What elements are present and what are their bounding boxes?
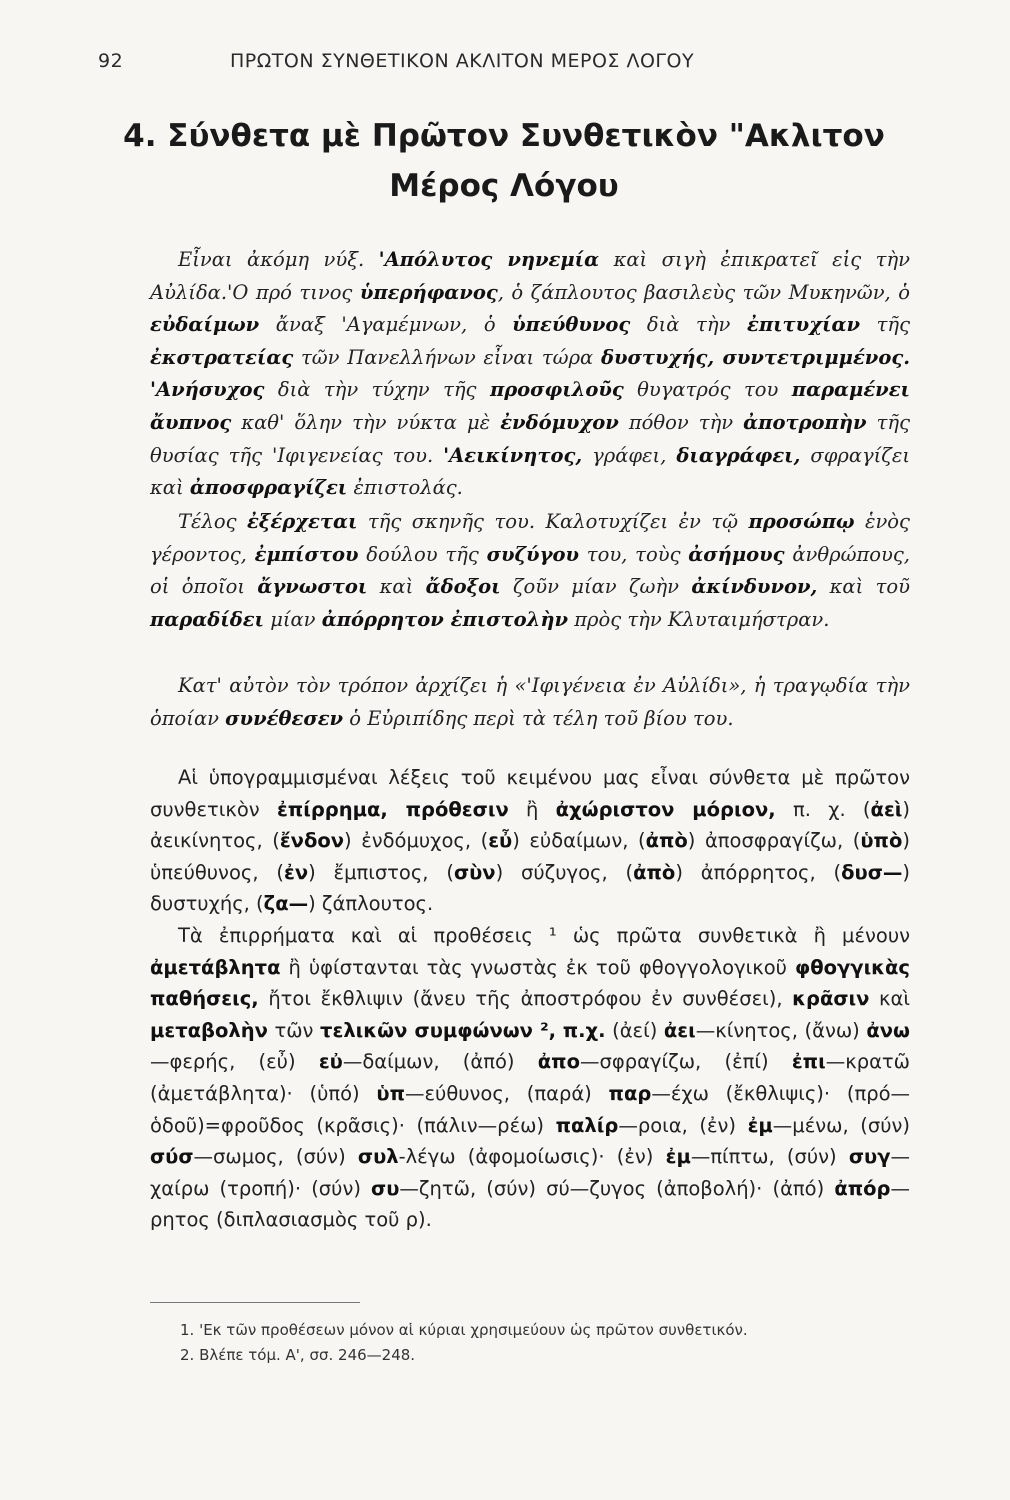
passage-paragraph-1 (150, 244, 910, 505)
text-run: καὶ τοῦ (817, 575, 910, 599)
text-run: —σφραγίζω, (ἐπί) (580, 1050, 792, 1074)
emphasized-word: ἐπι (791, 1050, 826, 1074)
emphasized-word: παρ (608, 1081, 652, 1105)
emphasized-word: μεταβολὴν (150, 1018, 268, 1042)
text-run: ἀνθρώπους, οἱ ὁποῖοι (150, 542, 911, 599)
emphasized-word: ἄδοξοι (425, 575, 501, 599)
passage-text (150, 244, 910, 505)
text-run: —ρητος (διπλασιασμὸς τοῦ ρ). (150, 1176, 910, 1232)
text-run: ) ἀποσφραγίζω, ( (687, 829, 861, 853)
emphasized-word: ἐμ (747, 1113, 773, 1137)
text-run: διὰ τὴν (630, 313, 747, 337)
footnote-divider (150, 1302, 360, 1303)
section-title-line-2: Μέρος Λόγου (389, 168, 619, 204)
text-run: μίαν (264, 607, 322, 631)
text-run: Εἶναι ἀκόμη νύξ. (178, 248, 379, 271)
emphasized-word: 'Αεικίνητος, (443, 443, 583, 467)
emphasized-word: ἀνω (866, 1018, 911, 1042)
emphasized-word: ζα— (263, 892, 309, 916)
emphasized-word: ἀει (663, 1018, 696, 1042)
text-run: ἑνὸς γέροντος, (150, 510, 910, 566)
running-title: ΠΡΩΤΟΝ ΣΥΝΘΕΤΙΚΟΝ ΑΚΛΙΤΟΝ ΜΕΡΟΣ ΛΟΓΟΥ (230, 50, 695, 72)
emphasized-word: εὐ (318, 1050, 343, 1074)
emphasized-word: τελικῶν συμφώνων ², (320, 1018, 557, 1042)
text-run (556, 1019, 563, 1042)
emphasized-word: ὑπεύθυνος (512, 313, 631, 337)
emphasized-word: π.χ. (562, 1018, 606, 1042)
text-run: γράφει, (582, 443, 677, 467)
text-run: Τὰ ἐπιρρήματα καὶ αἱ προθέσεις ¹ ὡς πρῶτα συνθετικὰ ἢ μένουν (178, 924, 910, 947)
text-run: Κατ' αὐτὸν τὸν τρόπον ἀρχίζει ἡ «'Ιφιγένεια ἐν Αὐλίδι», ἡ τραγῳδία τὴν ὁποίαν (150, 674, 910, 730)
text-run: Αἱ ὑπογραμμισμέναι λέξεις τοῦ κειμένου μας εἶναι σύνθετα μὲ πρῶτον συνθετικὸν (150, 766, 910, 821)
text-run: ) ὑπεύθυνος, ( (150, 829, 910, 884)
emphasized-word: δυσ— (841, 860, 903, 884)
emphasized-word: ἀποτροπὴν (743, 410, 867, 434)
passage-text (150, 506, 910, 636)
text-run: —ροια, (ἐν) (618, 1113, 748, 1137)
text-run: τῆς θυσίας τῆς 'Ιφιγενείας του. (150, 410, 910, 467)
emphasized-word: εὐδαίμων (150, 313, 260, 337)
emphasized-word: παραμένει ἄυπνος (150, 378, 910, 434)
footnote-1: 1. 'Εκ τῶν προθέσεων μόνον αἱ κύριαι χρησιμεύουν ὡς πρῶτον συνθετικόν. (180, 1321, 748, 1339)
text-run: θυγατρός του (623, 378, 792, 402)
text-run: τῆς σκηνῆς του. Καλοτυχίζει ἐν τῷ (357, 510, 749, 533)
text-run: π. χ. ( (775, 797, 871, 821)
text-run: πρὸς τὴν Κλυταιμήστραν. (568, 607, 830, 631)
emphasized-word: φθογγικὰς παθήσεις, (150, 955, 910, 1011)
text-run: ἄναξ 'Αγαμέμνων, ὁ (259, 313, 513, 337)
text-run: ἐπιστολάς. (347, 476, 463, 500)
explanation-text (150, 920, 910, 1236)
emphasized-word: ἀπὸ (633, 860, 676, 884)
text-run: -λέγω (ἀφομοίωσις)· (ἐν) (398, 1145, 666, 1169)
text-run: (ἀεί) (605, 1018, 664, 1042)
text-run: —σωμος, (σύν) (193, 1145, 358, 1169)
passage-paragraph-3 (150, 670, 910, 735)
text-run: —χαίρω (τροπή)· (σύν) (150, 1145, 910, 1200)
text-run: καὶ (869, 987, 910, 1011)
emphasized-word: ἄγνωστοι (257, 575, 368, 599)
emphasized-word: σὺν (453, 860, 496, 884)
text-run: τῆς (860, 313, 910, 337)
emphasized-word: σύσ (150, 1145, 194, 1169)
emphasized-word: ἀσήμους (688, 542, 785, 566)
text-run: ) ἔμπιστος, ( (308, 860, 454, 884)
emphasized-word: ἀμετάβλητα (150, 955, 281, 979)
text-run: πόθον τὴν (618, 410, 744, 434)
text-run: τῶν (267, 1018, 321, 1042)
emphasized-word: 'Ανήσυχος (150, 378, 265, 402)
page-number: 92 (98, 50, 124, 72)
footnote-2: 2. Βλέπε τόμ. Α', σσ. 246—248. (180, 1346, 416, 1364)
emphasized-word: εὖ (488, 829, 513, 853)
text-run: δούλου τῆς (358, 542, 487, 566)
emphasized-word: συγ (848, 1145, 891, 1169)
text-run: Τέλος (178, 510, 247, 533)
text-run: , ὁ ζάπλουτος βασιλεὺς τῶν Μυκηνῶν, ὁ (497, 280, 910, 304)
emphasized-word: διαγράφει, (676, 443, 801, 467)
emphasized-word: ἔνδον (279, 829, 345, 853)
emphasized-word: ἀκίνδυνον, (691, 575, 818, 599)
text-run: ) εὐδαίμων, ( (512, 829, 646, 853)
section-title-line-1: 4. Σύνθετα μὲ Πρῶτον Συνθετικὸν "Ακλιτον (123, 118, 885, 154)
text-run: —φερής, (εὖ) (150, 1050, 319, 1074)
emphasized-word: ὑπὸ (860, 829, 903, 853)
text-run: ὁ Εὐριπίδης περὶ τὰ τέλη τοῦ βίου του. (343, 706, 734, 730)
text-run: ) ζάπλουτος. (308, 892, 434, 916)
text-run: —πίπτω, (σύν) (690, 1145, 849, 1169)
emphasized-word: ἀπὸ (645, 829, 688, 853)
emphasized-word: προσώπῳ (748, 510, 855, 533)
text-run: του, τοὺς (579, 542, 689, 566)
emphasized-word: ἀπόρρητον ἐπιστολὴν (321, 607, 569, 631)
emphasized-word: ἐξέρχεται (246, 510, 358, 533)
emphasized-word: ὑπερήφανος (359, 280, 498, 304)
text-run: καθ' ὅλην τὴν νύκτα μὲ (231, 410, 501, 434)
text-run: ἤτοι ἔκθλιψιν (ἄνευ τῆς ἀποστρόφου ἐν συνθέσει), (258, 987, 793, 1011)
text-run: ) ἐνδόμυχος, ( (344, 829, 489, 853)
text-run: τῶν Πανελλήνων εἶναι τώρα (293, 345, 601, 369)
emphasized-word: παραδίδει (150, 607, 264, 631)
emphasized-word: ἀπο (537, 1050, 580, 1074)
emphasized-word: ἐπιτυχίαν (746, 313, 860, 337)
emphasized-word: ἀπόρ (834, 1176, 891, 1200)
text-run: —εύθυνος, (παρά) (405, 1081, 609, 1105)
emphasized-word: κρᾶσιν (792, 987, 870, 1011)
text-run: —κρατῶ (ἀμετάβλητα)· (ὑπό) (150, 1050, 910, 1105)
emphasized-word: ἀποσφραγίζει (189, 476, 348, 500)
text-run: —κίνητος, (ἄνω) (695, 1018, 867, 1042)
emphasized-word: ἐκστρατείας (150, 345, 294, 369)
explanation-paragraph-2 (150, 920, 910, 1236)
explanation-paragraph-1 (150, 762, 910, 920)
text-run: ) σύζυγος, ( (495, 860, 634, 884)
text-run: διὰ τὴν τύχην τῆς (264, 378, 490, 402)
emphasized-word: παλίρ (555, 1113, 619, 1137)
text-run: ) ἀεικίνητος, ( (150, 797, 911, 853)
text-run: καὶ σιγὴ ἐπικρατεῖ εἰς τὴν Αὐλίδα.'Ο πρό τινος (150, 248, 910, 304)
running-header (98, 50, 898, 84)
emphasized-word: ἀεὶ (870, 797, 903, 821)
text-run: —έχω (ἔκθλιψις)· (πρό—ὁδοῦ)=φροῦδος (κρᾶσις)· (πάλιν—ρέω) (150, 1081, 911, 1137)
emphasized-word: συζύγου (486, 542, 579, 566)
emphasized-word: ἐμπίστου (254, 542, 359, 566)
text-run: ) ἀπόρρητος, ( (675, 860, 842, 884)
emphasized-word: δυστυχής, συντετριμμένος. (600, 345, 911, 369)
emphasized-word: 'Απόλυτος νηνεμία (378, 248, 600, 271)
emphasized-word: συνέθεσεν (225, 706, 344, 730)
passage-paragraph-2 (150, 506, 910, 636)
text-run: ζοῦν μίαν ζωὴν (500, 575, 692, 599)
emphasized-word: ἐπίρρημα, πρόθεσιν (276, 797, 509, 821)
emphasized-word: ἀχώριστον μόριον, (555, 797, 776, 821)
emphasized-word: συλ (357, 1145, 399, 1169)
passage-text (150, 670, 910, 735)
explanation-text (150, 762, 910, 920)
text-run: —μένω, (σύν) (772, 1113, 910, 1137)
emphasized-word: συ (371, 1176, 400, 1200)
text-run: ἢ ὑφίστανται τὰς γνωστὰς ἐκ τοῦ φθογγολογικοῦ (280, 955, 795, 979)
emphasized-word: ἐμ (665, 1145, 691, 1169)
emphasized-word: προσφιλοῦς (489, 378, 624, 402)
emphasized-word: ἐνδόμυχον (500, 410, 619, 434)
footnotes (180, 1318, 920, 1368)
emphasized-word: ὑπ (376, 1081, 405, 1105)
text-run: —ζητῶ, (σύν) σύ—ζυγος (ἀποβολή)· (ἀπό) (399, 1176, 835, 1200)
text-run: —δαίμων, (ἀπό) (342, 1050, 538, 1074)
text-run: καὶ (367, 575, 426, 599)
emphasized-word: ἐν (283, 860, 309, 884)
text-run: ) δυστυχής, ( (150, 860, 910, 916)
text-run: σφραγίζει καὶ (150, 443, 910, 500)
text-run: ἢ (508, 797, 556, 821)
